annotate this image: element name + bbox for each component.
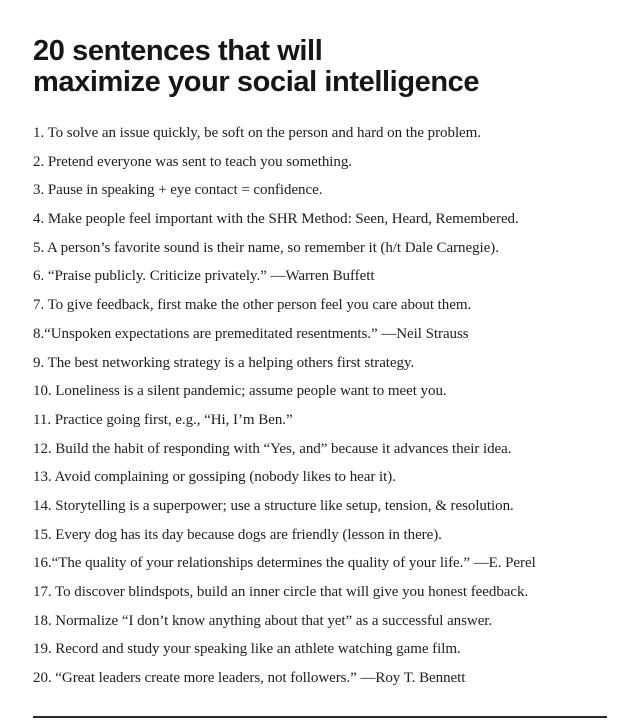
sentence-item: 11. Practice going first, e.g., “Hi, I’m Ben.”: [33, 411, 293, 428]
sentence-item: 1. To solve an issue quickly, be soft on the person and hard on the problem.: [33, 125, 481, 141]
sentence-item: 2. Pretend everyone was sent to teach you something.: [33, 153, 352, 170]
sentence-item: 5. A person’s favorite sound is their name, so remember it (h/t Dale Carnegie).: [33, 239, 499, 256]
sentence-item: 9. The best networking strategy is a helping others first strategy.: [33, 354, 415, 371]
sentence-list: [33, 119, 633, 693]
sentence-item: 3. Pause in speaking + eye contact = confidence.: [33, 182, 323, 199]
title-line-1: 20 sentences that will: [33, 35, 323, 67]
sentence-item: 16.“The quality of your relationships determines the quality of your life.” —E. Perel: [33, 555, 536, 572]
sentence-item: 13. Avoid complaining or gossiping (nobody likes to hear it).: [33, 469, 396, 486]
sentence-item: 8.“Unspoken expectations are premeditated resentments.” —Neil Strauss: [33, 325, 469, 342]
sentence-item: 14. Storytelling is a superpower; use a structure like setup, tension, & resolution.: [33, 497, 514, 514]
sentence-item: 15. Every dog has its day because dogs are friendly (lesson in there).: [33, 526, 442, 543]
sentence-item: 12. Build the habit of responding with “Yes, and” because it advances their idea.: [33, 440, 512, 457]
sentence-item: 18. Normalize “I don’t know anything about that yet” as a successful answer.: [33, 612, 493, 629]
sentence-item: 4. Make people feel important with the SHR Method: Seen, Heard, Remembered.: [33, 211, 519, 228]
page-title: [33, 36, 623, 98]
title-line-2: maximize your social intelligence: [33, 66, 480, 98]
sentence-item: 20. “Great leaders create more leaders, not followers.” —Roy T. Bennett: [33, 670, 466, 687]
sentence-item: 19. Record and study your speaking like an athlete watching game film.: [33, 641, 461, 658]
sentence-item: 6. “Praise publicly. Criticize privately.” —Warren Buffett: [33, 268, 375, 285]
sentence-item: 17. To discover blindspots, build an inner circle that will give you honest feedback.: [33, 584, 529, 600]
sentence-item: 7. To give feedback, first make the other person feel you care about them.: [33, 297, 472, 314]
sentence-item: 10. Loneliness is a silent pandemic; assume people want to meet you.: [33, 383, 447, 400]
bottom-divider: [33, 716, 607, 718]
